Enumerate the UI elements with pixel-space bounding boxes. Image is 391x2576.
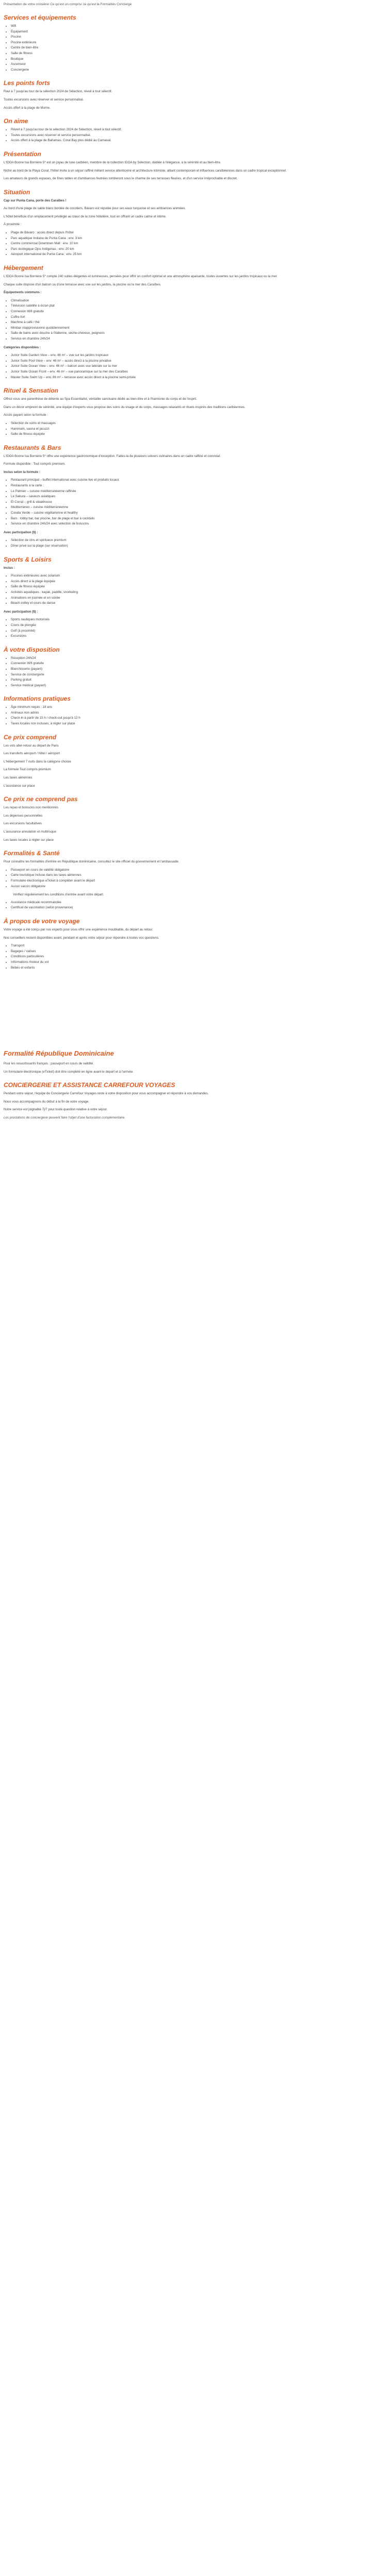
formalities-paragraph: Pour connaître les formalités d'entrée en République dominicaine, consultez le site officiel du gouvernement et l'ambassade.	[4, 860, 180, 864]
dining-item: • Coralia Verde – cuisine végétarienne et healthy	[11, 511, 387, 516]
formalities-item: • Carte touristique incluse dans les taxes aériennes	[11, 873, 387, 878]
room-category: • Junior Suite Garden View – env. 46 m² – vue sur les jardins tropicaux	[11, 353, 387, 358]
formalities-item: • Passeport en cours de validité obligatoire	[11, 868, 387, 873]
service-item: • Piscine	[11, 35, 387, 40]
relax-paragraph: Offrez-vous une parenthèse de détente au Spa Essentialist, véritable sanctuaire dédié au bien-être et à l'harmonie du corps et de l'esprit.	[4, 397, 197, 401]
option-item: • Connexion Wifi gratuite	[11, 662, 387, 666]
equip-item: • Climatisation	[11, 299, 387, 303]
section-spacer	[4, 974, 387, 1036]
included-item: La formule Tout compris premium	[4, 768, 51, 772]
about-paragraph: Nos conseillers restent disponibles avant, pendant et après votre séjour pour répondre à toutes vos questions.	[4, 936, 159, 940]
dining-extra-list	[4, 538, 387, 548]
services-list	[4, 24, 387, 72]
dining-item: • Restaurants à la carte :	[11, 484, 387, 488]
sports-included-label: Inclus :	[4, 566, 15, 570]
formalities-item: • Assistance médicale recommandée	[11, 901, 387, 905]
relax-list	[4, 421, 387, 437]
option-item: • Service de conciergerie	[11, 673, 387, 677]
concierge-paragraph: Nous vous accompagnons du début à la fin de votre voyage.	[4, 1099, 90, 1104]
situation-title: Situation	[4, 188, 30, 196]
equip-item: • Télévision satellite à écran plat	[11, 304, 387, 309]
presentation-title: Présentation	[4, 150, 41, 158]
sports-extra-item: • Sports nautiques motorisés	[11, 618, 387, 622]
service-item: • Boutique	[11, 57, 387, 62]
relax-item: • Salle de fitness équipée	[11, 432, 387, 437]
presentation-paragraph: Les amateurs de grands espaces, de fines tables et d'ambiances feutrées tomberont sous le charme de ses terrasses fleuries, et d'un service irréprochable et discret.	[4, 177, 238, 181]
situation-item: • Plage de Bávaro : accès direct depuis l'hôtel	[11, 231, 387, 235]
dining-included-label: Inclus selon la formule :	[4, 470, 40, 474]
about-item: • Informations moteur du vol	[11, 960, 387, 965]
option-item: • Parking gratuit	[11, 678, 387, 683]
dining-paragraph: L'IDOA Bonne Isa Bornière 5* offre une expérience gastronomique d'exception. Faites-la de plusieurs univers culinaires dans un cadre raffiné et convivial.	[4, 454, 221, 458]
included-item: L'assistance sur place	[4, 784, 35, 788]
service-item: • Wifi	[11, 24, 387, 29]
formalities-dr-title: Formalité République Dominicaine	[4, 1049, 114, 1058]
concierge-title: CONCIERGERIE ET ASSISTANCE CARREFOUR VOYAGES	[4, 1081, 175, 1089]
dining-item: • Le Palmier – cuisine méditerranéenne raffinée	[11, 489, 387, 494]
option-item: • Service médical (payant)	[11, 684, 387, 688]
sports-extra-item: • Golf (à proximité)	[11, 629, 387, 634]
dining-title: Restaurants & Bars	[4, 444, 61, 451]
rooms-cat-title: Catégories disponibles :	[4, 345, 41, 349]
dining-item: • Bars : lobby bar, bar piscine, bar de plage et bar à cocktails	[11, 517, 387, 521]
onboard-item: • Toutes excursions avec réserver et service personnalisé.	[11, 133, 387, 138]
practical-title: Informations pratiques	[4, 695, 71, 703]
about-item: • Bagages / valises	[11, 950, 387, 954]
service-item: • Équipement	[11, 30, 387, 35]
equip-item: • Salle de bains avec douche à l'italienne, sèche-cheveux, peignoirs	[11, 331, 387, 336]
presentation-paragraph: Niché au bord de la Playa Coral, l'hôtel invite à un séjour raffiné mêlant service attentionné et architecture intimiste, alliant contemporain et influences caraïbéennes dans un cadre tropical exceptionnel.	[4, 168, 287, 173]
presentation-paragraph: L'IDOA Bonne Isa Bornière 5* est un joyau de luxe caribéen, membre de la collection IDOA by Sélection, dédiée à l'élégance, à la sérénité et au bien-être.	[4, 160, 221, 164]
relax-title: Rituel & Sensation	[4, 387, 59, 395]
option-item: • Blanchisserie (payant)	[11, 667, 387, 672]
highlights-title: Les points forts	[4, 79, 51, 87]
sports-extra-list	[4, 618, 387, 638]
equip-item: • Coffre-fort	[11, 315, 387, 320]
sports-item: • Animations en journée et en soirée	[11, 596, 387, 601]
formalities-item: • Certificat de vaccination (selon provenance)	[11, 906, 387, 910]
equip-item: • Connexion Wifi gratuite	[11, 310, 387, 314]
included-item: Les transferts aéroport / hôtel / aéroport	[4, 752, 60, 756]
relax-item: • Hammam, sauna et jacuzzi	[11, 427, 387, 432]
dining-extra-item: • Dîner privé sur la plage (sur réservation)	[11, 544, 387, 549]
sports-list	[4, 574, 387, 606]
rooms-paragraph: Chaque suite dispose d'un balcon ou d'une terrasse avec vue sur les jardins, la piscine ou la mer des Caraïbes.	[4, 282, 161, 286]
onboard-title: On aime	[4, 117, 28, 125]
sports-item: • Activités aquatiques : kayak, paddle, snorkeling	[11, 590, 387, 595]
room-category: • Master Suite Swim Up – env. 86 m² – terrasse avec accès direct à la piscine semi-privée	[11, 376, 387, 380]
practical-item: • Taxes locales non incluses, à régler sur place	[11, 722, 387, 726]
included-item: L'hébergement 7 nuits dans la catégorie choisie	[4, 759, 71, 764]
notincluded-item: Les dépenses personnelles	[4, 814, 43, 818]
services-title: Services et équipements	[4, 14, 76, 21]
relax-item: • Sélection de soins et massages	[11, 421, 387, 426]
notincluded-title: Ce prix ne comprend pas	[4, 795, 78, 803]
about-title: À propos de votre voyage	[4, 917, 80, 925]
about-item: • Bébés et enfants	[11, 966, 387, 971]
formalities-dr-paragraph: Pour les ressortissants français : passeport en cours de validité.	[4, 1062, 94, 1066]
formalities-title: Formalités & Santé	[4, 850, 60, 857]
dining-extra-item: • Sélection de vins et spiritueux premium	[11, 538, 387, 543]
notincluded-item: L'assurance annulation et multirisque	[4, 830, 56, 834]
onboard-list	[4, 128, 387, 143]
sports-extra-item: • Cours de plongée	[11, 623, 387, 628]
page-content	[4, 0, 387, 1124]
intro-text: Présentation de votre croisière/ Ce qu'est un compris/ ce qu'est la Formalités Concierge	[4, 3, 132, 6]
practical-item: • Animaux non admis	[11, 711, 387, 716]
room-category: • Junior Suite Ocean View – env. 46 m² – balcon avec vue latérale sur la mer	[11, 364, 387, 369]
rooms-title: Hébergement	[4, 264, 43, 272]
formalities-list-2	[4, 901, 387, 910]
situation-paragraph: Au bord d'une plage de sable blanc bordée de cocotiers, Bávaro est réputée pour ses eaux turquoise et ses ambiances animées.	[4, 207, 186, 211]
formalities-item: • Formulaire électronique eTicket à compléter avant le départ	[11, 879, 387, 884]
included-item: Les vols aller-retour au départ de Paris	[4, 743, 59, 748]
situation-paragraph: L'hôtel bénéficie d'un emplacement privilégié au cœur de la zone hôtelière, tout en offrant un cadre calme et intime.	[4, 214, 167, 218]
service-item: • Piscine extérieure	[11, 41, 387, 45]
rooms-equip-title: Équipements communs :	[4, 291, 42, 295]
options-list	[4, 656, 387, 688]
sports-item: • Accès direct à la plage équipée	[11, 580, 387, 584]
rooms-equip-list	[4, 299, 387, 342]
room-category: • Junior Suite Ocean Front – env. 46 m² – vue panoramique sur la mer des Caraïbes	[11, 370, 387, 375]
sports-item: • Piscines extérieures avec solarium	[11, 574, 387, 579]
practical-list	[4, 705, 387, 726]
option-item: • Réception 24h/24	[11, 656, 387, 661]
situation-item: • Parc écologique Ojos Indígenas : env. 20 km	[11, 247, 387, 252]
concierge-paragraph: Notre service est joignable 7j/7 pour toute question relative à votre séjour.	[4, 1108, 108, 1112]
dining-paragraph: Formule disponible : Tout compris premium.	[4, 462, 66, 466]
options-title: À votre disposition	[4, 646, 60, 653]
sports-title: Sports & Loisirs	[4, 555, 52, 563]
highlights-paragraph: Ravi à 7 jusqu'au tour de la sélection 2024 de Sélection, réveil à tout sélectif.	[4, 90, 112, 94]
relax-paragraph: Accès payant selon la formule :	[4, 413, 48, 417]
rooms-paragraph: L'IDOA Bonne Isa Bornière 5* compte 240 suites élégantes et lumineuses, pensées pour offrir un confort optimal et une atmosphère apaisante, toutes ouvertes sur les jardins tropicaux ou la mer.	[4, 275, 278, 279]
dining-extra-label: Avec participation ($) :	[4, 530, 38, 534]
situation-subtitle: Cap sur Punta Cana, porte des Caraïbes !	[4, 198, 67, 202]
about-item: • Transport	[11, 944, 387, 948]
notincluded-item: Les excursions facultatives	[4, 822, 42, 826]
included-item: Les taxes aériennes	[4, 776, 32, 780]
equip-item: • Minibar réapprovisionné quotidiennement	[11, 326, 387, 331]
equip-item: • Machine à café / thé	[11, 320, 387, 325]
relax-paragraph: Dans un décor empreint de sérénité, une équipe d'experts vous propose des soins du visage et du corps, massages relaxants et rituels inspirés des traditions caribéennes.	[4, 405, 246, 409]
about-item: • Conditions particulières	[11, 955, 387, 959]
sports-extra-label: Avec participation ($) :	[4, 609, 38, 614]
included-title: Ce prix comprend	[4, 733, 57, 741]
service-item: • Ascenseur	[11, 62, 387, 67]
concierge-paragraph: Pendant votre séjour, l'équipe de Conciergerie Carrefour Voyages reste à votre disposition pour vous accompagner et répondre à vos demandes.	[4, 1092, 209, 1096]
situation-item: • Aéroport international de Punta Cana : env. 25 km	[11, 252, 387, 257]
highlights-paragraph: Accès offert à la plage de Morne.	[4, 106, 51, 110]
onboard-item: • Accès offert à la plage de Bahamas. Coral Bay plus dédié au Carnaval.	[11, 139, 387, 143]
formalities-dr-paragraph: Un formulaire électronique (eTicket) doit être complété en ligne avant le départ et à l'arrivée.	[4, 1070, 134, 1074]
situation-list	[4, 231, 387, 257]
dining-item: • Le Sakura – saveurs asiatiques	[11, 495, 387, 499]
formalities-warning: Vérifiez régulièrement les conditions d'entrée avant votre départ.	[13, 893, 104, 897]
dining-list	[4, 478, 387, 526]
situation-paragraph: À proximité :	[4, 223, 22, 227]
formalities-list	[4, 868, 387, 889]
notincluded-item: Les repas et boissons non mentionnés	[4, 806, 58, 810]
onboard-item: • Réveil à 7 jusqu'au tour de la sélection 2024 de Sélection, réveil à tout sélectif.	[11, 128, 387, 132]
practical-item: • Âge minimum requis : 18 ans	[11, 705, 387, 710]
dining-item: • Mediterraneo – cuisine méditerranéenne	[11, 505, 387, 510]
practical-item: • Check-in à partir de 15 h / check-out jusqu'à 12 h	[11, 716, 387, 721]
equip-item: • Service en chambre 24h/24	[11, 337, 387, 342]
sports-item: • Beach-volley et cours de danse	[11, 601, 387, 606]
concierge-note: Les prestations de conciergerie peuvent faire l'objet d'une facturation complémentaire.	[4, 1116, 125, 1120]
dining-item: • Restaurant principal – buffet international avec cuisine live et produits locaux	[11, 478, 387, 483]
service-item: • Centre de bien-être	[11, 46, 387, 50]
about-list	[4, 944, 387, 970]
formalities-item: • Aucun vaccin obligatoire	[11, 885, 387, 889]
dining-item: • Service en chambre 24h/24 avec sélection de boissons	[11, 522, 387, 527]
service-item: • Conciergerie	[11, 68, 387, 73]
about-paragraph: Votre voyage a été conçu par nos experts pour vous offrir une expérience inoubliable, du départ au retour.	[4, 927, 153, 931]
sports-extra-item: • Excursions	[11, 634, 387, 639]
service-item: • Salle de fitness	[11, 52, 387, 56]
situation-item: • Parc aquatique Indiana de Punta Cana : env. 3 km	[11, 236, 387, 241]
situation-item: • Centre commercial Downtown Mall : env. 10 km	[11, 242, 387, 246]
rooms-cat-list	[4, 353, 387, 380]
sports-item: • Salle de fitness équipée	[11, 585, 387, 589]
dining-item: • El Corral – grill & steakhouse	[11, 500, 387, 505]
room-category: • Junior Suite Pool View – env. 46 m² – accès direct à la piscine privative	[11, 359, 387, 364]
notincluded-item: Les taxes locales à régler sur place	[4, 838, 54, 842]
highlights-paragraph: Toutes excursions avec réserver et service personnalisé.	[4, 97, 84, 101]
